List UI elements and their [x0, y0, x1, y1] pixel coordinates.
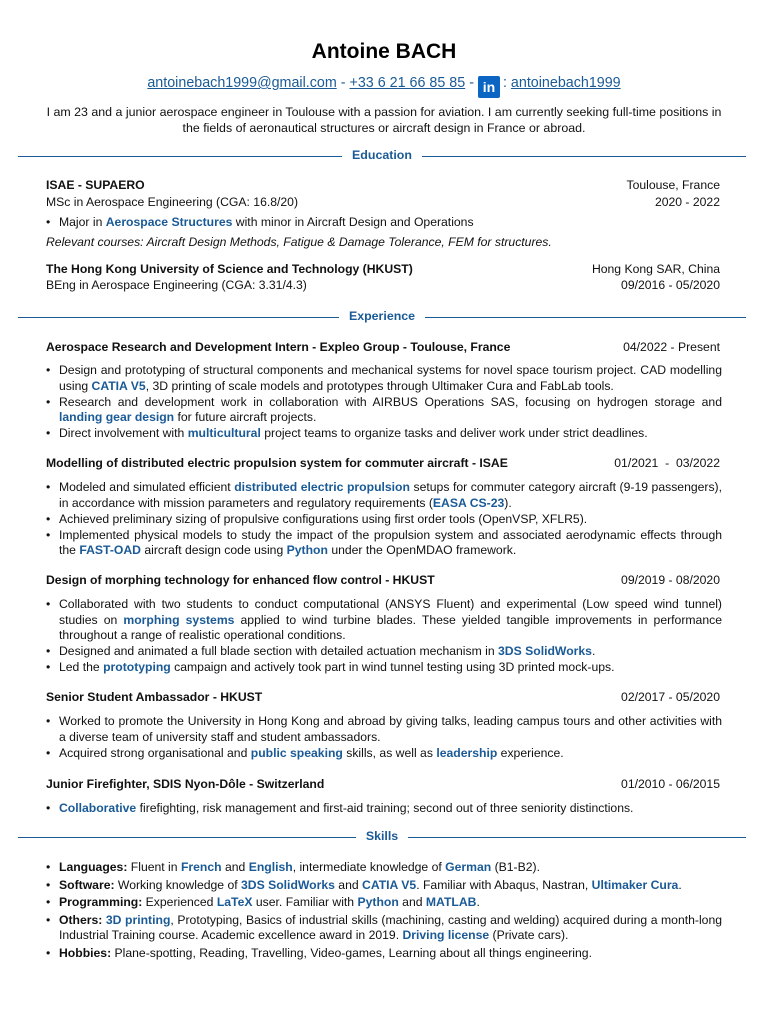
linkedin-link[interactable]: antoinebach1999 — [510, 75, 621, 91]
list-item: • Worked to promote the University in Hong Kong and abroad by giving talks, leading campus tours and other activities with a diverse team of university staff and student ambassadors. — [46, 714, 722, 745]
school-name: ISAE - SUPAERO — [46, 178, 145, 192]
relevant-courses: Relevant courses: Aircraft Design Methods, Fatigue & Damage Tolerance, FEM for structures. — [46, 235, 552, 249]
dates: 01/2010 - 06/2015 — [621, 777, 720, 791]
list-item: • Others: 3D printing, Prototyping, Basics of industrial skills (machining, casting and welding) acquired during a month-long Industrial Training course. Academic excellence award in 2019. Driving license (Private cars). — [46, 913, 722, 944]
degree: MSc in Aerospace Engineering (CGA: 16.8/20) — [46, 195, 299, 209]
job-title: Senior Student Ambassador - HKUST — [46, 690, 263, 704]
list-item: • Languages: Fluent in French and English, intermediate knowledge of German (B1-B2). — [46, 860, 722, 876]
summary: I am 23 and a junior aerospace engineer in Toulouse with a passion for aviation. I am currently seeking full-time positions in the fields of aeronautical structures or aircraft design in France or abroad. — [46, 105, 722, 135]
experience-bullets — [46, 597, 722, 676]
section-title-skills: Skills — [356, 829, 408, 843]
dates: 01/2021 - 03/2022 — [614, 456, 720, 470]
dates: 09/2019 - 08/2020 — [621, 573, 720, 587]
separator: - — [469, 75, 474, 91]
phone-link[interactable]: +33 6 21 66 85 85 — [349, 75, 466, 91]
education-entry-hkust — [46, 262, 720, 278]
experience-section-header — [18, 308, 746, 328]
linkedin-icon[interactable]: in — [478, 76, 500, 98]
list-item: • Direct involvement with multicultural project teams to organize tasks and deliver work under strict deadlines. — [46, 426, 722, 442]
experience-bullets — [46, 714, 722, 762]
degree: BEng in Aerospace Engineering (CGA: 3.31/4.3) — [46, 278, 307, 292]
list-item: • Programming: Experienced LaTeX user. Familiar with Python and MATLAB. — [46, 895, 722, 911]
dates: 02/2017 - 05/2020 — [621, 690, 720, 704]
linkedin-colon: : — [502, 75, 507, 91]
education-entry-isae — [46, 178, 720, 194]
education-bullets — [46, 215, 722, 231]
experience-bullets — [46, 363, 722, 442]
list-item: • Major in Aerospace Structures with minor in Aircraft Design and Operations — [46, 215, 722, 231]
experience-entry-isae-project — [46, 456, 720, 472]
school-name: The Hong Kong University of Science and Technology (HKUST) — [46, 262, 413, 276]
list-item: • Acquired strong organisational and public speaking skills, as well as leadership experience. — [46, 746, 722, 762]
list-item: • Collaborative firefighting, risk management and first-aid training; second out of three seniority distinctions. — [46, 801, 722, 817]
list-item: • Software: Working knowledge of 3DS SolidWorks and CATIA V5. Familiar with Abaqus, Nastran, Ultimaker Cura. — [46, 878, 722, 894]
section-title-education: Education — [342, 148, 422, 162]
list-item: • Achieved preliminary sizing of propulsive configurations using first order tools (OpenVSP, XFLR5). — [46, 512, 722, 528]
dates: 2020 - 2022 — [654, 195, 720, 209]
list-item: • Research and development work in collaboration with AIRBUS Operations SAS, focusing on hydrogen storage and landing gear design for future aircraft projects. — [46, 395, 722, 426]
list-item: • Modeled and simulated efficient distributed electric propulsion setups for commuter category aircraft (9-19 passengers), in accordance with mission parameters and regulatory requirements (EASA CS-23). — [46, 480, 722, 511]
experience-entry-firefighter — [46, 777, 720, 793]
job-title: Design of morphing technology for enhanced flow control - HKUST — [46, 573, 435, 587]
list-item: • Led the prototyping campaign and actively took part in wind tunnel testing using 3D printed mock-ups. — [46, 660, 722, 676]
list-item: • Design and prototyping of structural components and mechanical systems for novel space tourism project. CAD modelling using CATIA V5, 3D printing of scale models and prototypes through Ultimaker Cura and FabLab tools. — [46, 363, 722, 394]
section-title-experience: Experience — [339, 309, 425, 323]
experience-bullets — [46, 801, 722, 817]
experience-bullets — [46, 480, 722, 559]
dates: 04/2022 - Present — [623, 340, 720, 354]
education-degree-row — [46, 278, 720, 294]
experience-entry-morphing — [46, 573, 720, 589]
email-link[interactable]: antoinebach1999@gmail.com — [147, 75, 337, 91]
school-location: Hong Kong SAR, China — [591, 262, 720, 276]
candidate-name: Antoine BACH — [311, 40, 457, 63]
school-location: Toulouse, France — [626, 178, 720, 192]
list-item: • Collaborated with two students to conduct computational (ANSYS Fluent) and experimental (Low speed wind tunnel) studies on morphing systems applied to wind turbine blades. These yielded tangible improvements in performance throughout a range of realistic operational conditions. — [46, 597, 722, 644]
list-item: • Designed and animated a full blade section with detailed actuation mechanism in 3DS SolidWorks. — [46, 644, 722, 660]
contact-line — [0, 72, 768, 98]
job-title: Modelling of distributed electric propulsion system for commuter aircraft - ISAE — [46, 456, 508, 470]
skills-section-header — [18, 828, 746, 848]
experience-entry-expleo — [46, 340, 720, 356]
education-section-header — [18, 147, 746, 167]
list-item: • Implemented physical models to study the impact of the propulsion system and associated aerodynamic effects through the FAST-OAD aircraft design code using Python under the OpenMDAO framework. — [46, 528, 722, 559]
separator: - — [340, 75, 346, 91]
dates: 09/2016 - 05/2020 — [621, 278, 720, 292]
list-item: • Hobbies: Plane-spotting, Reading, Travelling, Video-games, Learning about all things engineering. — [46, 946, 722, 962]
job-title: Aerospace Research and Development Intern - Expleo Group - Toulouse, France — [46, 340, 511, 354]
experience-entry-ambassador — [46, 690, 720, 706]
education-degree-row — [46, 195, 720, 211]
job-title: Junior Firefighter, SDIS Nyon-Dôle - Switzerland — [46, 777, 325, 791]
skills-list — [46, 860, 722, 962]
